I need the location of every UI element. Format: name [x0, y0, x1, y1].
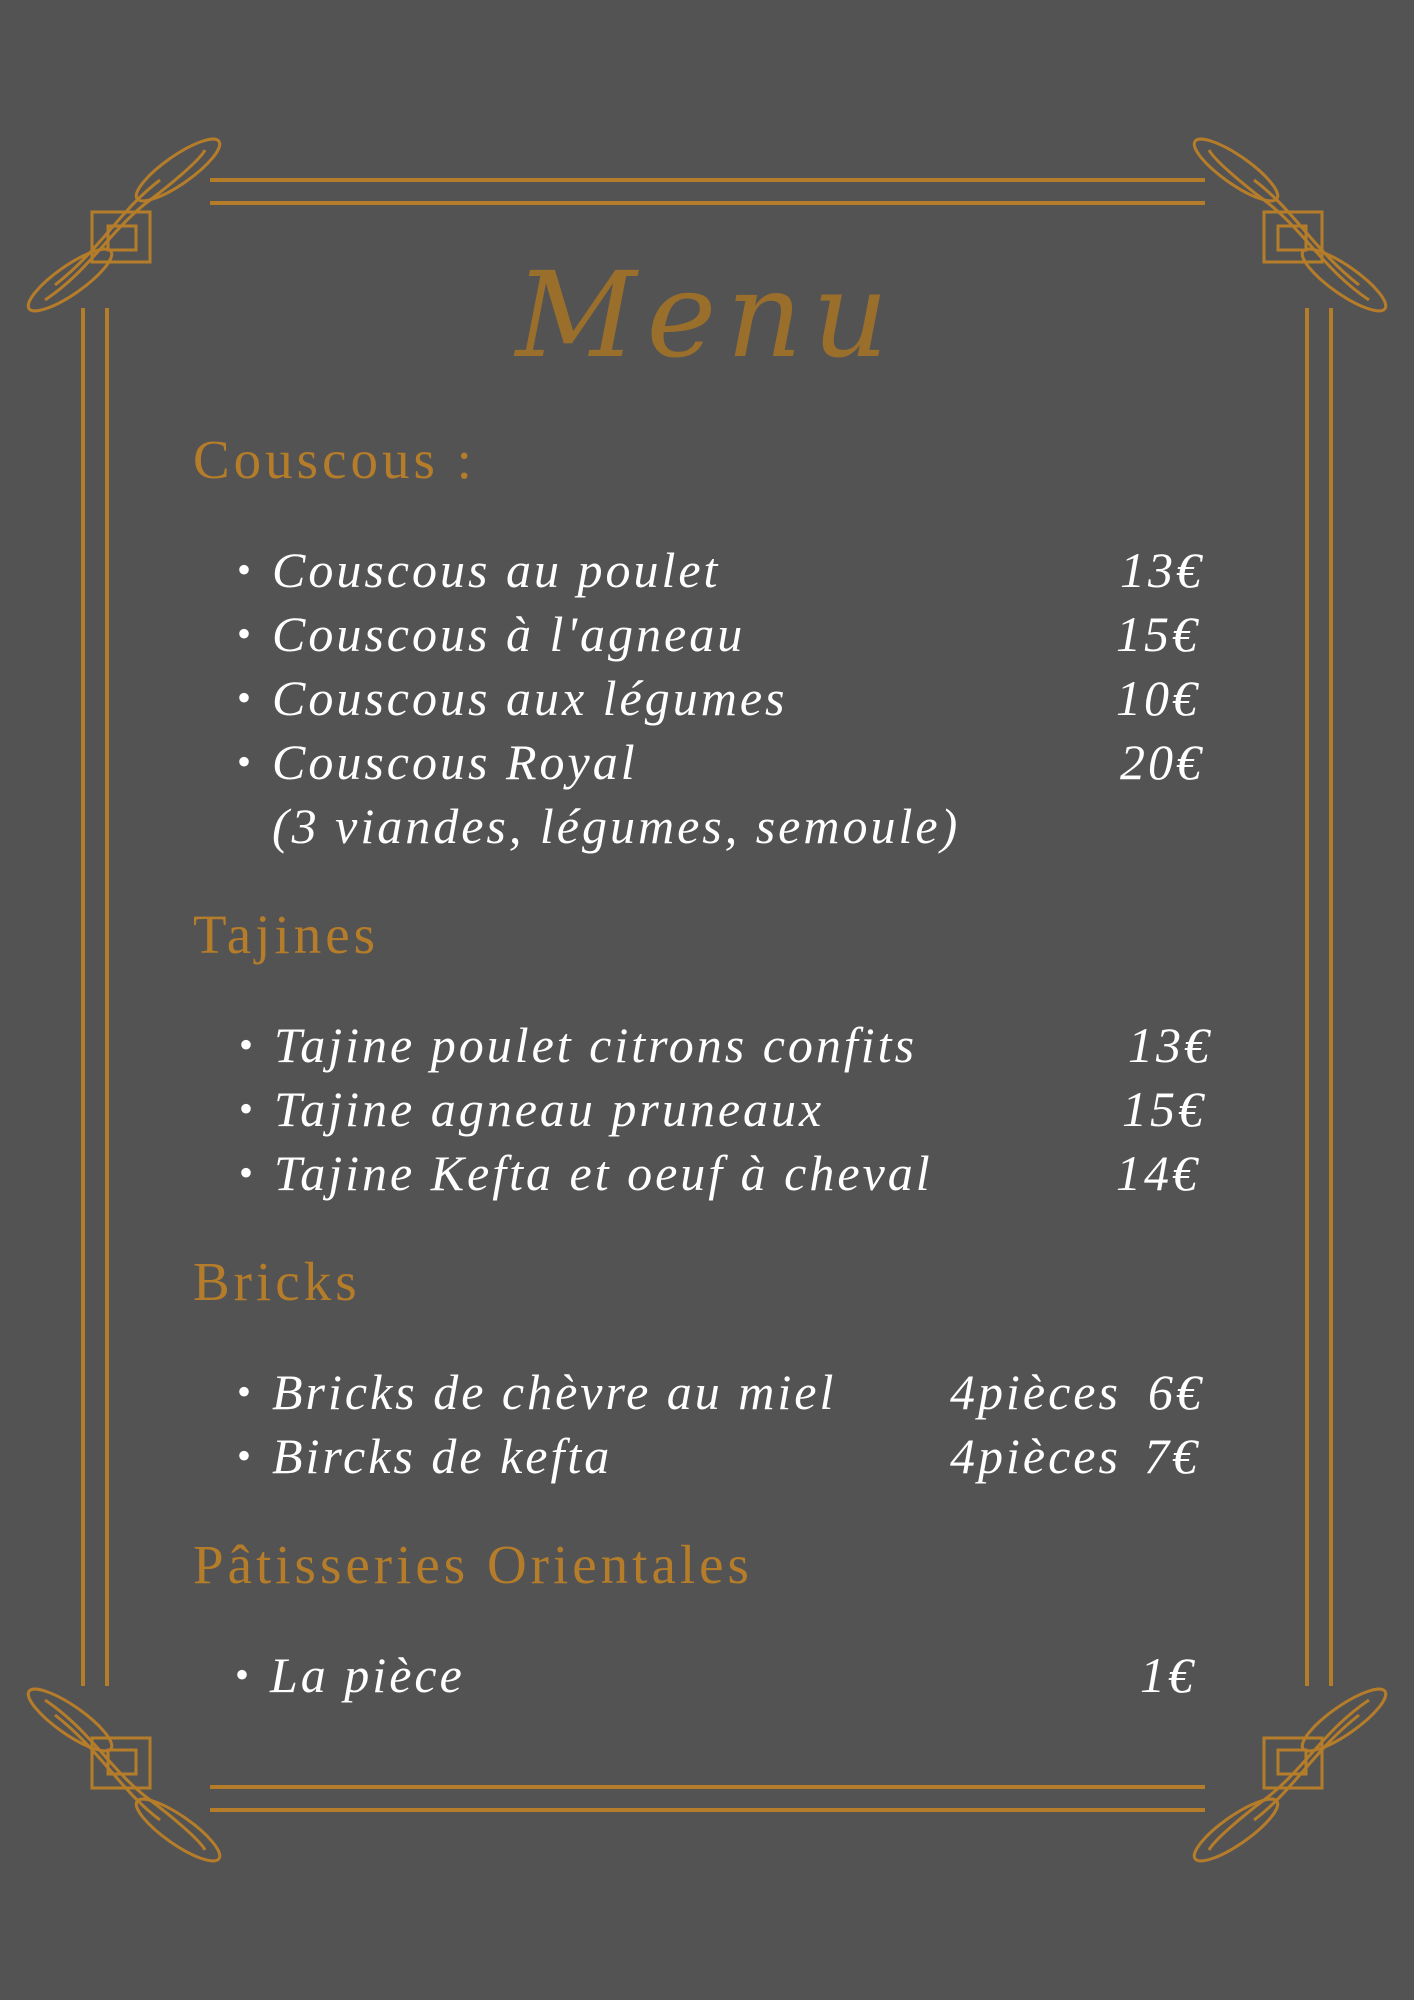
menu-item-tajine-agneau: • Tajine agneau pruneaux	[239, 1081, 825, 1137]
menu-item-couscous-royal: • Couscous Royal	[237, 734, 638, 790]
bullet-icon: •	[239, 1150, 257, 1195]
bullet-icon: •	[237, 1433, 255, 1478]
menu-item-price: 10€	[1116, 670, 1200, 726]
menu-item-quantity: 4pièces	[950, 1364, 1121, 1420]
menu-item-la-piece: • La pièce	[235, 1647, 465, 1703]
corner-ornament-bottom-right	[1187, 1680, 1393, 1870]
menu-item-price: 7€	[1144, 1428, 1200, 1484]
menu-item-couscous-poulet: • Couscous au poulet	[237, 542, 721, 598]
bullet-icon: •	[235, 1652, 253, 1697]
menu-item-tajine-poulet: • Tajine poulet citrons confits	[239, 1017, 918, 1073]
section-heading-bricks: Bricks	[193, 1251, 361, 1312]
section-heading-patisseries: Pâtisseries Orientales	[193, 1534, 753, 1595]
menu-item-bricks-kefta: • Bircks de kefta	[237, 1428, 613, 1484]
bullet-icon: •	[237, 675, 255, 720]
menu-item-price: 14€	[1116, 1145, 1200, 1201]
menu-item-bricks-chevre: • Bricks de chèvre au miel	[237, 1364, 837, 1420]
bullet-icon: •	[237, 739, 255, 784]
menu-item-price: 1€	[1140, 1647, 1196, 1703]
bullet-icon: •	[239, 1022, 257, 1067]
menu-item-price: 6€	[1148, 1364, 1204, 1420]
menu-item-price: 15€	[1122, 1081, 1206, 1137]
bullet-icon: •	[237, 547, 255, 592]
menu-item-couscous-agneau: • Couscous à l'agneau	[237, 606, 746, 662]
menu-item-price: 13€	[1128, 1017, 1212, 1073]
menu-item-note: (3 viandes, légumes, semoule)	[272, 798, 961, 854]
bullet-icon: •	[237, 1369, 255, 1414]
menu-item-price: 20€	[1120, 734, 1204, 790]
bullet-icon: •	[237, 611, 255, 656]
bullet-icon: •	[239, 1086, 257, 1131]
menu-item-tajine-kefta: • Tajine Kefta et oeuf à cheval	[239, 1145, 933, 1201]
section-heading-couscous: Couscous :	[193, 429, 476, 490]
menu-item-price: 15€	[1116, 606, 1200, 662]
menu-item-couscous-legumes: • Couscous aux légumes	[237, 670, 788, 726]
section-heading-tajines: Tajines	[193, 904, 380, 965]
menu-title: Menu	[515, 246, 899, 384]
menu-item-quantity: 4pièces	[950, 1428, 1121, 1484]
menu-item-price: 13€	[1120, 542, 1204, 598]
corner-ornament-bottom-left	[21, 1680, 227, 1870]
